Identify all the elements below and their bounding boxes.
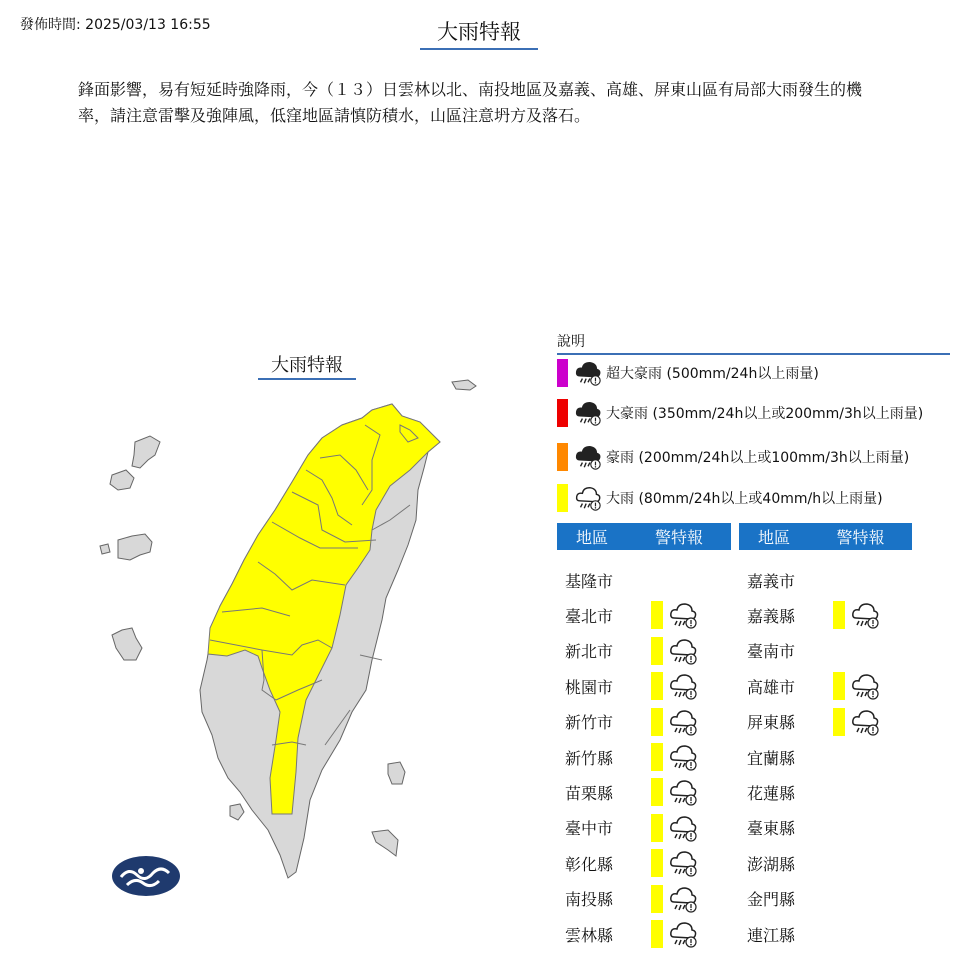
table-row — [739, 916, 817, 952]
table-row — [739, 597, 880, 633]
warning-color-bar — [651, 778, 663, 806]
warning-color-bar — [651, 920, 663, 948]
region-name: 臺南市 — [747, 642, 796, 662]
taiwan-warning-map — [0, 370, 520, 890]
table-row — [557, 562, 635, 598]
table-row — [739, 668, 880, 704]
rain-cloud-icon — [668, 777, 698, 807]
legend-label: 豪雨 (200mm/24h以上或100mm/3h以上雨量) — [606, 450, 910, 466]
rain-cloud-icon — [668, 848, 698, 878]
rain-cloud-icon — [574, 484, 602, 512]
warning-indicator — [651, 707, 698, 737]
header-region: 地區 — [757, 528, 790, 547]
legend-label: 超大豪雨 (500mm/24h以上雨量) — [606, 366, 819, 382]
table-row — [557, 774, 698, 810]
table-row — [739, 845, 817, 881]
warning-indicator — [651, 671, 698, 701]
warning-color-bar — [833, 601, 845, 629]
warning-color-bar — [651, 885, 663, 913]
region-name: 基隆市 — [565, 571, 614, 591]
table-row — [557, 668, 698, 704]
rain-cloud-icon — [668, 919, 698, 949]
region-name: 桃園市 — [565, 677, 614, 697]
header-warning: 警特報 — [654, 528, 703, 547]
warning-indicator — [651, 884, 698, 914]
legend-swatch — [557, 359, 568, 387]
rain-cloud-icon — [668, 600, 698, 630]
legend-item — [557, 398, 923, 428]
region-name: 新北市 — [565, 642, 614, 662]
table-row — [557, 704, 698, 740]
region-name: 新竹縣 — [565, 748, 614, 768]
warning-indicator — [651, 848, 698, 878]
warning-color-bar — [651, 637, 663, 665]
region-name: 臺北市 — [565, 606, 614, 626]
rain-cloud-icon — [668, 636, 698, 666]
region-name: 花蓮縣 — [747, 783, 796, 803]
warning-color-bar — [651, 601, 663, 629]
warning-indicator — [651, 777, 698, 807]
table-row — [557, 845, 698, 881]
page-title: 大雨特報 — [420, 16, 538, 50]
table-row — [739, 774, 817, 810]
warning-description: 鋒面影響，易有短延時強降雨，今（１３）日雲林以北、南投地區及嘉義、高雄、屏東山區有局部大雨發生的機率，請注意雷擊及強陣風，低窪地區請慎防積水，山區注意坍方及落石。 — [78, 80, 863, 125]
legend-item — [557, 358, 819, 388]
warning-indicator — [833, 600, 880, 630]
warning-indicator — [651, 813, 698, 843]
thunder-rain-icon — [574, 359, 602, 387]
cwa-logo-icon — [111, 855, 181, 897]
warning-color-bar — [651, 672, 663, 700]
table-row — [557, 633, 698, 669]
region-name: 臺中市 — [565, 819, 614, 839]
map-title: 大雨特報 — [258, 351, 356, 380]
warning-indicator — [833, 707, 880, 737]
rain-cloud-icon — [668, 671, 698, 701]
region-name: 彰化縣 — [565, 854, 614, 874]
table-row — [739, 881, 817, 917]
legend-swatch — [557, 399, 568, 427]
warning-indicator — [651, 600, 698, 630]
table-row — [557, 810, 698, 846]
region-name: 新竹市 — [565, 713, 614, 733]
warning-color-bar — [833, 708, 845, 736]
rain-cloud-icon — [850, 707, 880, 737]
legend-label: 大雨 (80mm/24h以上或40mm/h以上雨量) — [606, 491, 883, 507]
rain-cloud-icon — [850, 671, 880, 701]
region-name: 連江縣 — [747, 925, 796, 945]
region-name: 雲林縣 — [565, 925, 614, 945]
legend-label: 大豪雨 (350mm/24h以上或200mm/3h以上雨量) — [606, 406, 924, 422]
region-name: 高雄市 — [747, 677, 796, 697]
table-row — [739, 633, 817, 669]
publish-time: 發佈時間: 2025/03/13 16:55 — [20, 17, 211, 33]
header-region: 地區 — [575, 528, 608, 547]
legend-swatch — [557, 443, 568, 471]
warning-color-bar — [833, 672, 845, 700]
rain-cloud-icon — [668, 707, 698, 737]
legend-item — [557, 483, 883, 513]
warning-color-bar — [651, 708, 663, 736]
legend-item — [557, 442, 909, 472]
warning-color-bar — [651, 743, 663, 771]
table-row — [739, 562, 817, 598]
legend-swatch — [557, 484, 568, 512]
warning-color-bar — [651, 849, 663, 877]
rain-cloud-icon — [668, 742, 698, 772]
table-row — [557, 739, 698, 775]
table-header-right — [739, 523, 912, 550]
region-name: 澎湖縣 — [747, 854, 796, 874]
table-row — [739, 704, 880, 740]
region-name: 宜蘭縣 — [747, 748, 796, 768]
rain-cloud-icon — [850, 600, 880, 630]
table-row — [739, 739, 817, 775]
table-row — [557, 597, 698, 633]
region-name: 嘉義縣 — [747, 606, 796, 626]
region-name: 屏東縣 — [747, 713, 796, 733]
region-name: 臺東縣 — [747, 819, 796, 839]
region-name: 苗栗縣 — [565, 783, 614, 803]
region-name: 金門縣 — [747, 890, 796, 910]
table-header-left — [557, 523, 731, 550]
table-row — [557, 881, 698, 917]
warning-indicator — [833, 671, 880, 701]
table-row — [557, 916, 698, 952]
region-name: 南投縣 — [565, 890, 614, 910]
warning-color-bar — [651, 814, 663, 842]
header-warning: 警特報 — [836, 528, 885, 547]
rain-cloud-icon — [668, 884, 698, 914]
warning-indicator — [651, 636, 698, 666]
region-name: 嘉義市 — [747, 571, 796, 591]
thunder-rain-icon — [574, 443, 602, 471]
table-row — [739, 810, 817, 846]
warning-indicator — [651, 919, 698, 949]
warning-indicator — [651, 742, 698, 772]
rain-cloud-icon — [668, 813, 698, 843]
thunder-rain-icon — [574, 399, 602, 427]
legend-title: 說明 — [557, 331, 950, 355]
